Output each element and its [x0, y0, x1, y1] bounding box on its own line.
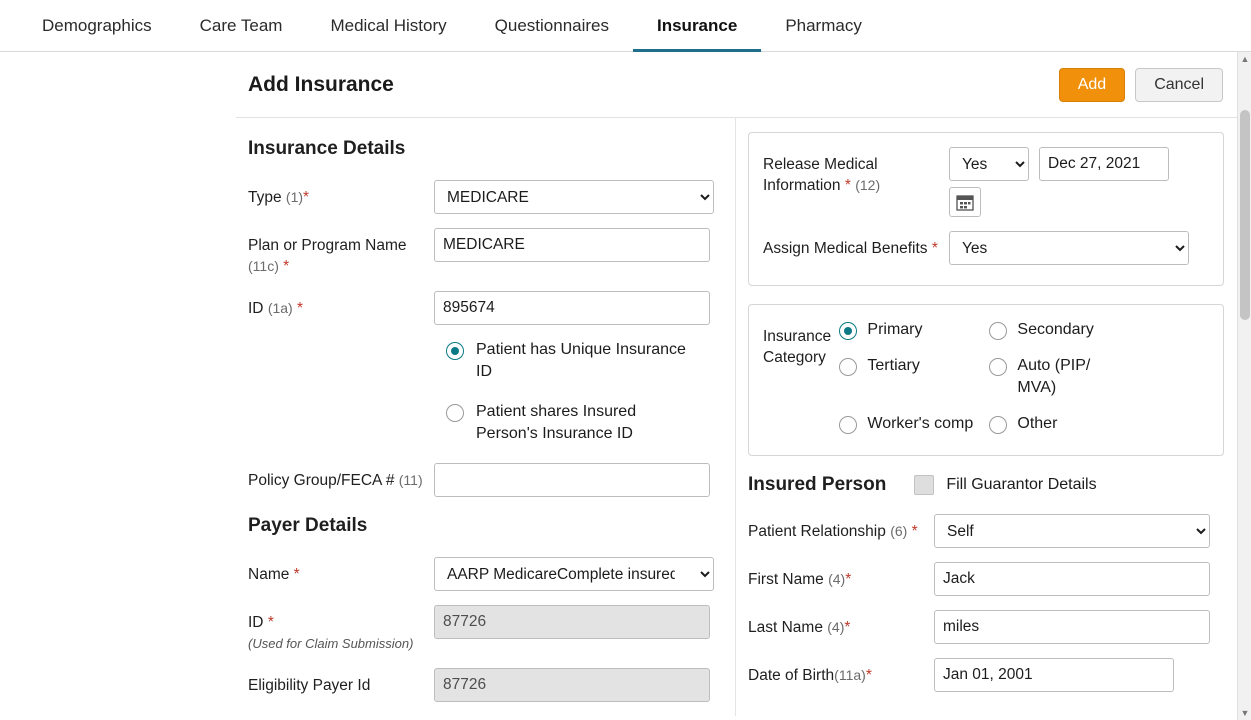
form-columns [236, 118, 1251, 716]
field-release-medical-info [763, 147, 1209, 217]
plan-name-label-text: Plan or Program Name [248, 237, 407, 254]
category-option-other[interactable] [989, 413, 1139, 435]
payer-name-required: * [293, 566, 300, 583]
payer-details-heading: Payer Details [248, 515, 368, 536]
tab-demographics[interactable]: Demographics [42, 15, 152, 35]
left-gutter [0, 52, 236, 720]
insurance-category-label: Insurance Category [763, 328, 832, 366]
assign-required: * [931, 240, 938, 257]
category-primary-control[interactable] [839, 322, 857, 340]
dob-label [748, 658, 934, 686]
dob-label-text: Date of Birth [748, 667, 835, 684]
plan-name-input[interactable] [434, 228, 710, 262]
payer-id-note: (Used for Claim Submission) [248, 636, 414, 651]
scroll-up-arrow[interactable]: ▲ [1240, 54, 1250, 64]
insurance-form-panel [236, 52, 1251, 720]
category-primary-label: Primary [867, 321, 923, 338]
radio-shared-id[interactable] [446, 401, 717, 445]
release-label-text: Release Medical Information [763, 156, 878, 194]
payer-id-required: * [267, 614, 274, 631]
release-required: * [844, 177, 851, 194]
dob-required: * [865, 667, 872, 684]
category-auto-label: Auto (PIP/ MVA) [1017, 357, 1091, 396]
insurance-id-input[interactable] [434, 291, 710, 325]
tab-care-team[interactable]: Care Team [199, 15, 283, 35]
dob-hint: (11a) [834, 667, 866, 683]
type-label [248, 180, 434, 208]
first-name-required: * [845, 571, 852, 588]
insurance-id-label [248, 291, 434, 319]
policy-group-hint: (11) [398, 472, 423, 488]
header-actions [1059, 68, 1223, 102]
fill-guarantor-checkbox[interactable] [914, 475, 934, 495]
category-option-secondary[interactable] [989, 319, 1139, 341]
category-workers-comp-control[interactable] [839, 416, 857, 434]
eligibility-payer-id-label: Eligibility Payer Id [248, 677, 371, 694]
plan-name-label [248, 228, 434, 277]
release-label [763, 147, 949, 196]
last-name-label [748, 610, 934, 638]
field-last-name [748, 610, 1224, 644]
radio-unique-id-control[interactable] [446, 342, 464, 360]
category-option-workers-comp[interactable] [839, 413, 989, 435]
relationship-hint: (6) [890, 523, 908, 539]
field-plan-name [248, 228, 717, 277]
cancel-button[interactable]: Cancel [1135, 68, 1223, 102]
release-select[interactable] [949, 147, 1029, 181]
field-assign-benefits [763, 231, 1209, 265]
insurance-id-hint: (1a) [267, 300, 293, 316]
last-name-input[interactable] [934, 610, 1210, 644]
payer-name-label [248, 557, 434, 585]
last-name-required: * [844, 619, 851, 636]
first-name-label-text: First Name [748, 571, 824, 588]
add-button[interactable]: Add [1059, 68, 1125, 102]
category-option-tertiary[interactable] [839, 355, 989, 399]
last-name-hint: (4) [827, 619, 845, 635]
policy-group-label [248, 463, 434, 491]
field-first-name [748, 562, 1224, 596]
field-payer-id [248, 605, 717, 654]
radio-unique-id[interactable] [446, 339, 717, 383]
plan-name-required: * [283, 258, 290, 275]
radio-unique-id-label: Patient has Unique Insurance ID [476, 341, 686, 380]
insured-person-heading: Insured Person [748, 474, 887, 495]
eligibility-payer-id-input[interactable] [434, 668, 710, 702]
category-tertiary-control[interactable] [839, 358, 857, 376]
left-column [236, 118, 736, 716]
payer-name-select[interactable] [434, 557, 714, 591]
type-label-text: Type [248, 189, 282, 206]
last-name-label-text: Last Name [748, 619, 823, 636]
page-body [0, 52, 1251, 720]
insurance-id-label-text: ID [248, 300, 264, 317]
policy-group-label-text: Policy Group/FECA # [248, 472, 395, 489]
relationship-label [748, 514, 934, 542]
payer-id-label [248, 605, 434, 654]
field-patient-relationship [748, 514, 1224, 548]
category-other-label: Other [1017, 415, 1058, 432]
insurance-details-heading: Insurance Details [248, 138, 406, 159]
insurance-category-box [748, 304, 1224, 456]
field-payer-name [248, 557, 717, 591]
category-workers-comp-label: Worker's comp [867, 415, 974, 432]
insurance-category-options [839, 319, 1209, 449]
category-auto-control[interactable] [989, 358, 1007, 376]
radio-shared-id-label: Patient shares Insured Person's Insurance ID [476, 403, 637, 442]
page-title: Add Insurance [248, 72, 394, 96]
insurance-id-required: * [297, 300, 304, 317]
field-date-of-birth [748, 658, 1224, 692]
policy-group-input[interactable] [434, 463, 710, 497]
category-secondary-label: Secondary [1017, 321, 1094, 338]
category-tertiary-label: Tertiary [867, 357, 920, 374]
scroll-down-arrow[interactable]: ▼ [1240, 708, 1250, 718]
field-type [248, 180, 717, 214]
insured-person-header [748, 474, 1224, 496]
category-option-auto[interactable] [989, 355, 1139, 399]
release-hint: (12) [855, 177, 881, 193]
category-secondary-control[interactable] [989, 322, 1007, 340]
type-hint: (1) [285, 189, 304, 205]
relationship-select[interactable] [934, 514, 1210, 548]
dob-input[interactable] [934, 658, 1174, 692]
insurance-id-mode-group [446, 339, 717, 445]
assign-label-text: Assign Medical Benefits [763, 240, 928, 257]
plan-name-hint: (11c) [248, 258, 279, 274]
release-controls [949, 147, 1169, 217]
field-policy-group [248, 463, 717, 497]
release-date-input[interactable] [1039, 147, 1169, 181]
assign-label [763, 231, 949, 259]
payer-name-label-text: Name [248, 566, 290, 583]
field-eligibility-payer-id [248, 668, 717, 702]
fill-guarantor-label: Fill Guarantor Details [946, 476, 1097, 493]
type-required: * [303, 189, 310, 206]
main-tabs [0, 0, 1251, 52]
payer-id-input[interactable] [434, 605, 710, 639]
field-insurance-id [248, 291, 717, 325]
tab-questionnaires[interactable]: Questionnaires [494, 15, 609, 35]
tab-insurance[interactable]: Insurance [633, 0, 761, 52]
scrollbar-thumb[interactable] [1240, 110, 1250, 320]
first-name-hint: (4) [828, 571, 846, 587]
form-header [236, 52, 1251, 118]
calendar-icon[interactable] [949, 187, 981, 217]
category-option-primary[interactable] [839, 319, 989, 341]
payer-id-label-text: ID [248, 614, 264, 631]
relationship-label-text: Patient Relationship [748, 523, 886, 540]
medical-info-box [748, 132, 1224, 286]
right-column [736, 118, 1242, 716]
radio-shared-id-control[interactable] [446, 404, 464, 422]
first-name-label [748, 562, 934, 590]
tab-medical-history[interactable]: Medical History [330, 15, 447, 35]
type-select[interactable] [434, 180, 714, 214]
assign-select[interactable] [949, 231, 1189, 265]
category-other-control[interactable] [989, 416, 1007, 434]
first-name-input[interactable] [934, 562, 1210, 596]
page-scrollbar[interactable] [1237, 52, 1251, 720]
relationship-required: * [911, 523, 918, 540]
tab-pharmacy[interactable]: Pharmacy [785, 15, 862, 35]
